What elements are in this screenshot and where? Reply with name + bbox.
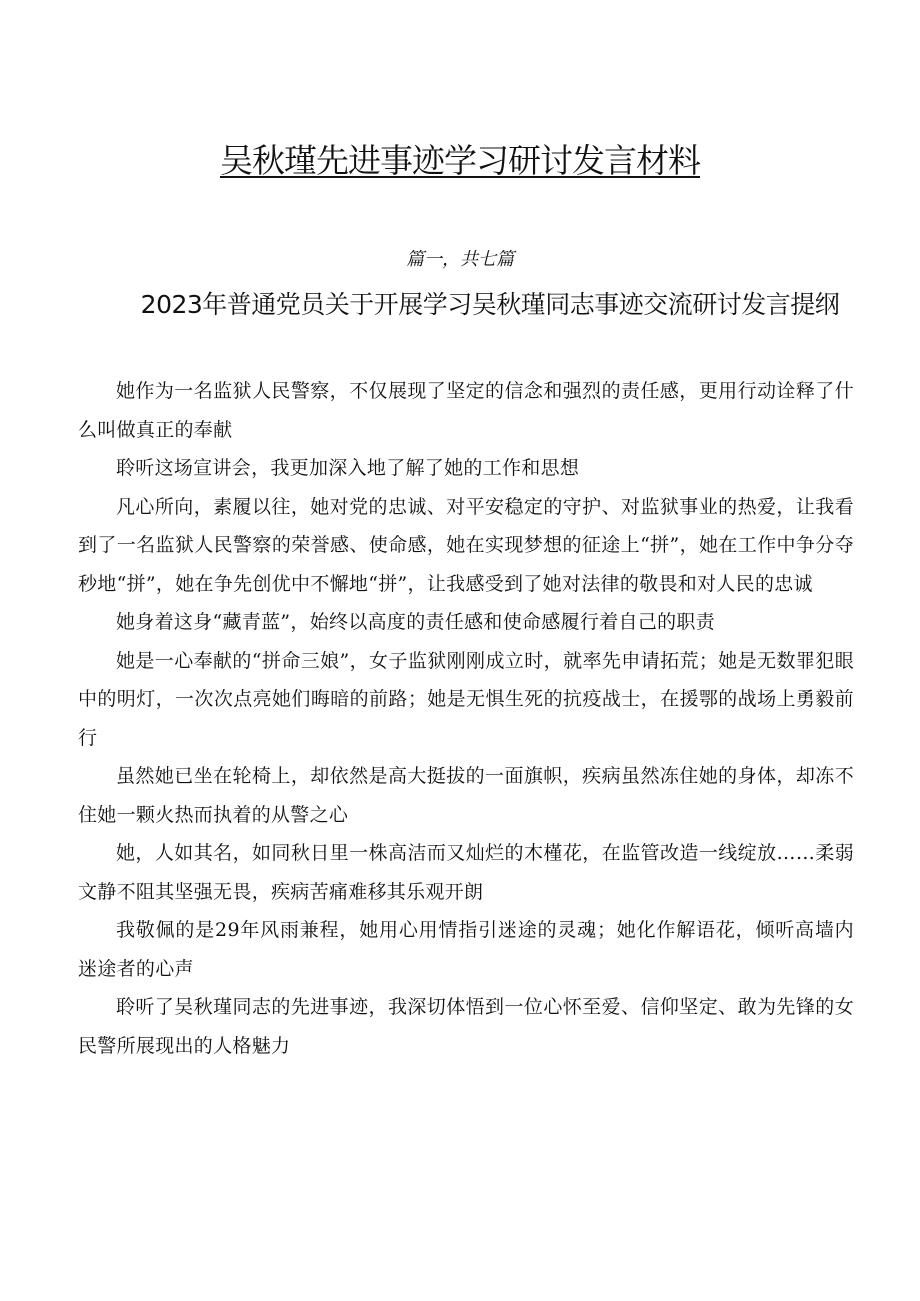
paragraph: 凡心所向，素履以往，她对党的忠诚、对平安稳定的守护、对监狱事业的热爱，让我看到了一名监狱人民警察的荣誉感、使命感，她在实现梦想的征途上“拼”，她在工作中争分夺秒地“拼”，她在争先创优中不懈地“拼”，让我感受到了她对法律的敬畏和对人民的忠诚: [78, 495, 854, 595]
document-title: [0, 138, 920, 184]
document-body: [78, 372, 854, 1065]
section-label: 篇一，共七篇: [406, 249, 514, 270]
paragraph: 她是一心奉献的“拼命三娘”，女子监狱刚刚成立时，就率先申请拓荒；她是无数罪犯眼中的明灯，一次次点亮她们晦暗的前路；她是无惧生死的抗疫战士，在援鄂的战场上勇毅前行: [78, 649, 854, 749]
section-heading: 2023年普通党员关于开展学习吴秋瑾同志事迹交流研讨发言提纲: [140, 290, 840, 319]
paragraph: 我敬佩的是29年风雨兼程，她用心用情指引迷途的灵魂；她化作解语花，倾听高墙内迷途者的心声: [78, 919, 854, 980]
paragraph: 她，人如其名，如同秋日里一株高洁而又灿烂的木槿花，在监管改造一线绽放……柔弱文静不阻其坚强无畏，疾病苦痛难移其乐观开朗: [78, 842, 854, 903]
paragraph: 她作为一名监狱人民警察，不仅展现了坚定的信念和强烈的责任感，更用行动诠释了什么叫做真正的奉献: [78, 380, 854, 441]
paragraph: 虽然她已坐在轮椅上，却依然是高大挺拔的一面旗帜，疾病虽然冻住她的身体，却冻不住她一颗火热而执着的从警之心: [78, 765, 854, 826]
paragraph: 她身着这身“藏青蓝”，始终以高度的责任感和使命感履行着自己的职责: [116, 611, 716, 633]
paragraph: 聆听了吴秋瑾同志的先进事迹，我深切体悟到一位心怀至爱、信仰坚定、敢为先锋的女民警所展现出的人格魅力: [78, 996, 854, 1057]
paragraph: 聆听这场宣讲会，我更加深入地了解了她的工作和思想: [116, 457, 580, 479]
document-title-text: 吴秋瑾先进事迹学习研讨发言材料: [220, 141, 700, 180]
